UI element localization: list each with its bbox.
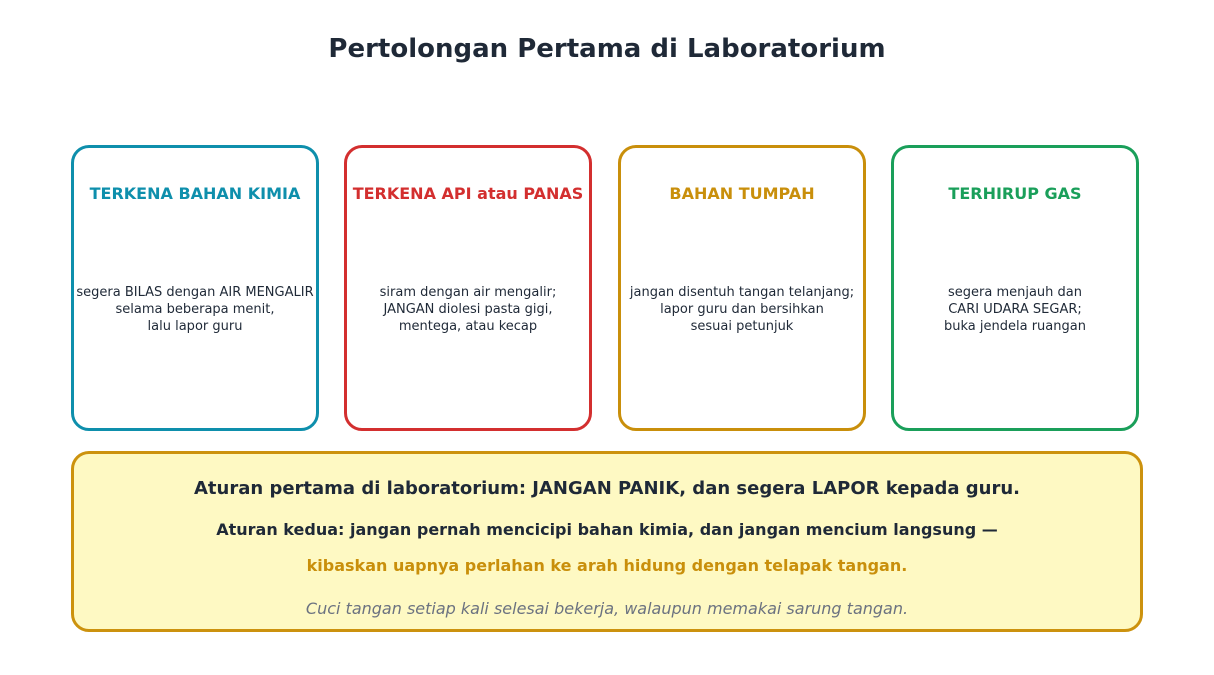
card-text <box>894 284 1136 335</box>
card-title: TERKENA API atau PANAS <box>352 184 584 203</box>
card-title: TERHIRUP GAS <box>948 184 1082 203</box>
rule-second: Aturan kedua: jangan pernah mencicipi bahan kimia, dan jangan mencium langsung — <box>216 520 998 539</box>
card-line: JANGAN diolesi pasta gigi, <box>383 302 553 317</box>
card-text <box>74 284 316 335</box>
card-line: mentega, atau kecap <box>398 319 538 334</box>
rule-first: Aturan pertama di laboratorium: JANGAN PANIK, dan segera LAPOR kepada guru. <box>193 478 1020 499</box>
card-line: jangan disentuh tangan telanjang; <box>629 285 855 300</box>
card-line: buka jendela ruangan <box>944 319 1086 334</box>
card-line: lapor guru dan bersihkan <box>660 302 824 317</box>
card-spill <box>618 145 866 431</box>
card-line: lalu lapor guru <box>147 319 243 334</box>
hand-washing-note: Cuci tangan setiap kali selesai bekerja, walaupun memakai sarung tangan. <box>305 599 909 618</box>
card-line: CARI UDARA SEGAR; <box>948 302 1082 317</box>
card-chemical <box>71 145 319 431</box>
card-line: siram dengan air mengalir; <box>379 285 557 300</box>
card-title: BAHAN TUMPAH <box>669 184 815 203</box>
card-line: sesuai petunjuk <box>690 319 794 334</box>
card-fire <box>344 145 592 431</box>
card-title: TERKENA BAHAN KIMIA <box>89 184 301 203</box>
card-line: segera menjauh dan <box>947 285 1082 300</box>
card-text <box>347 284 589 335</box>
rules-box <box>71 451 1143 632</box>
card-text <box>621 284 863 335</box>
card-line: selama beberapa menit, <box>115 302 275 317</box>
page-title: Pertolongan Pertama di Laboratorium <box>328 34 886 64</box>
card-line: segera BILAS dengan AIR MENGALIR <box>76 285 314 300</box>
card-gas <box>891 145 1139 431</box>
rule-second-continued: kibaskan uapnya perlahan ke arah hidung dengan telapak tangan. <box>306 556 908 575</box>
